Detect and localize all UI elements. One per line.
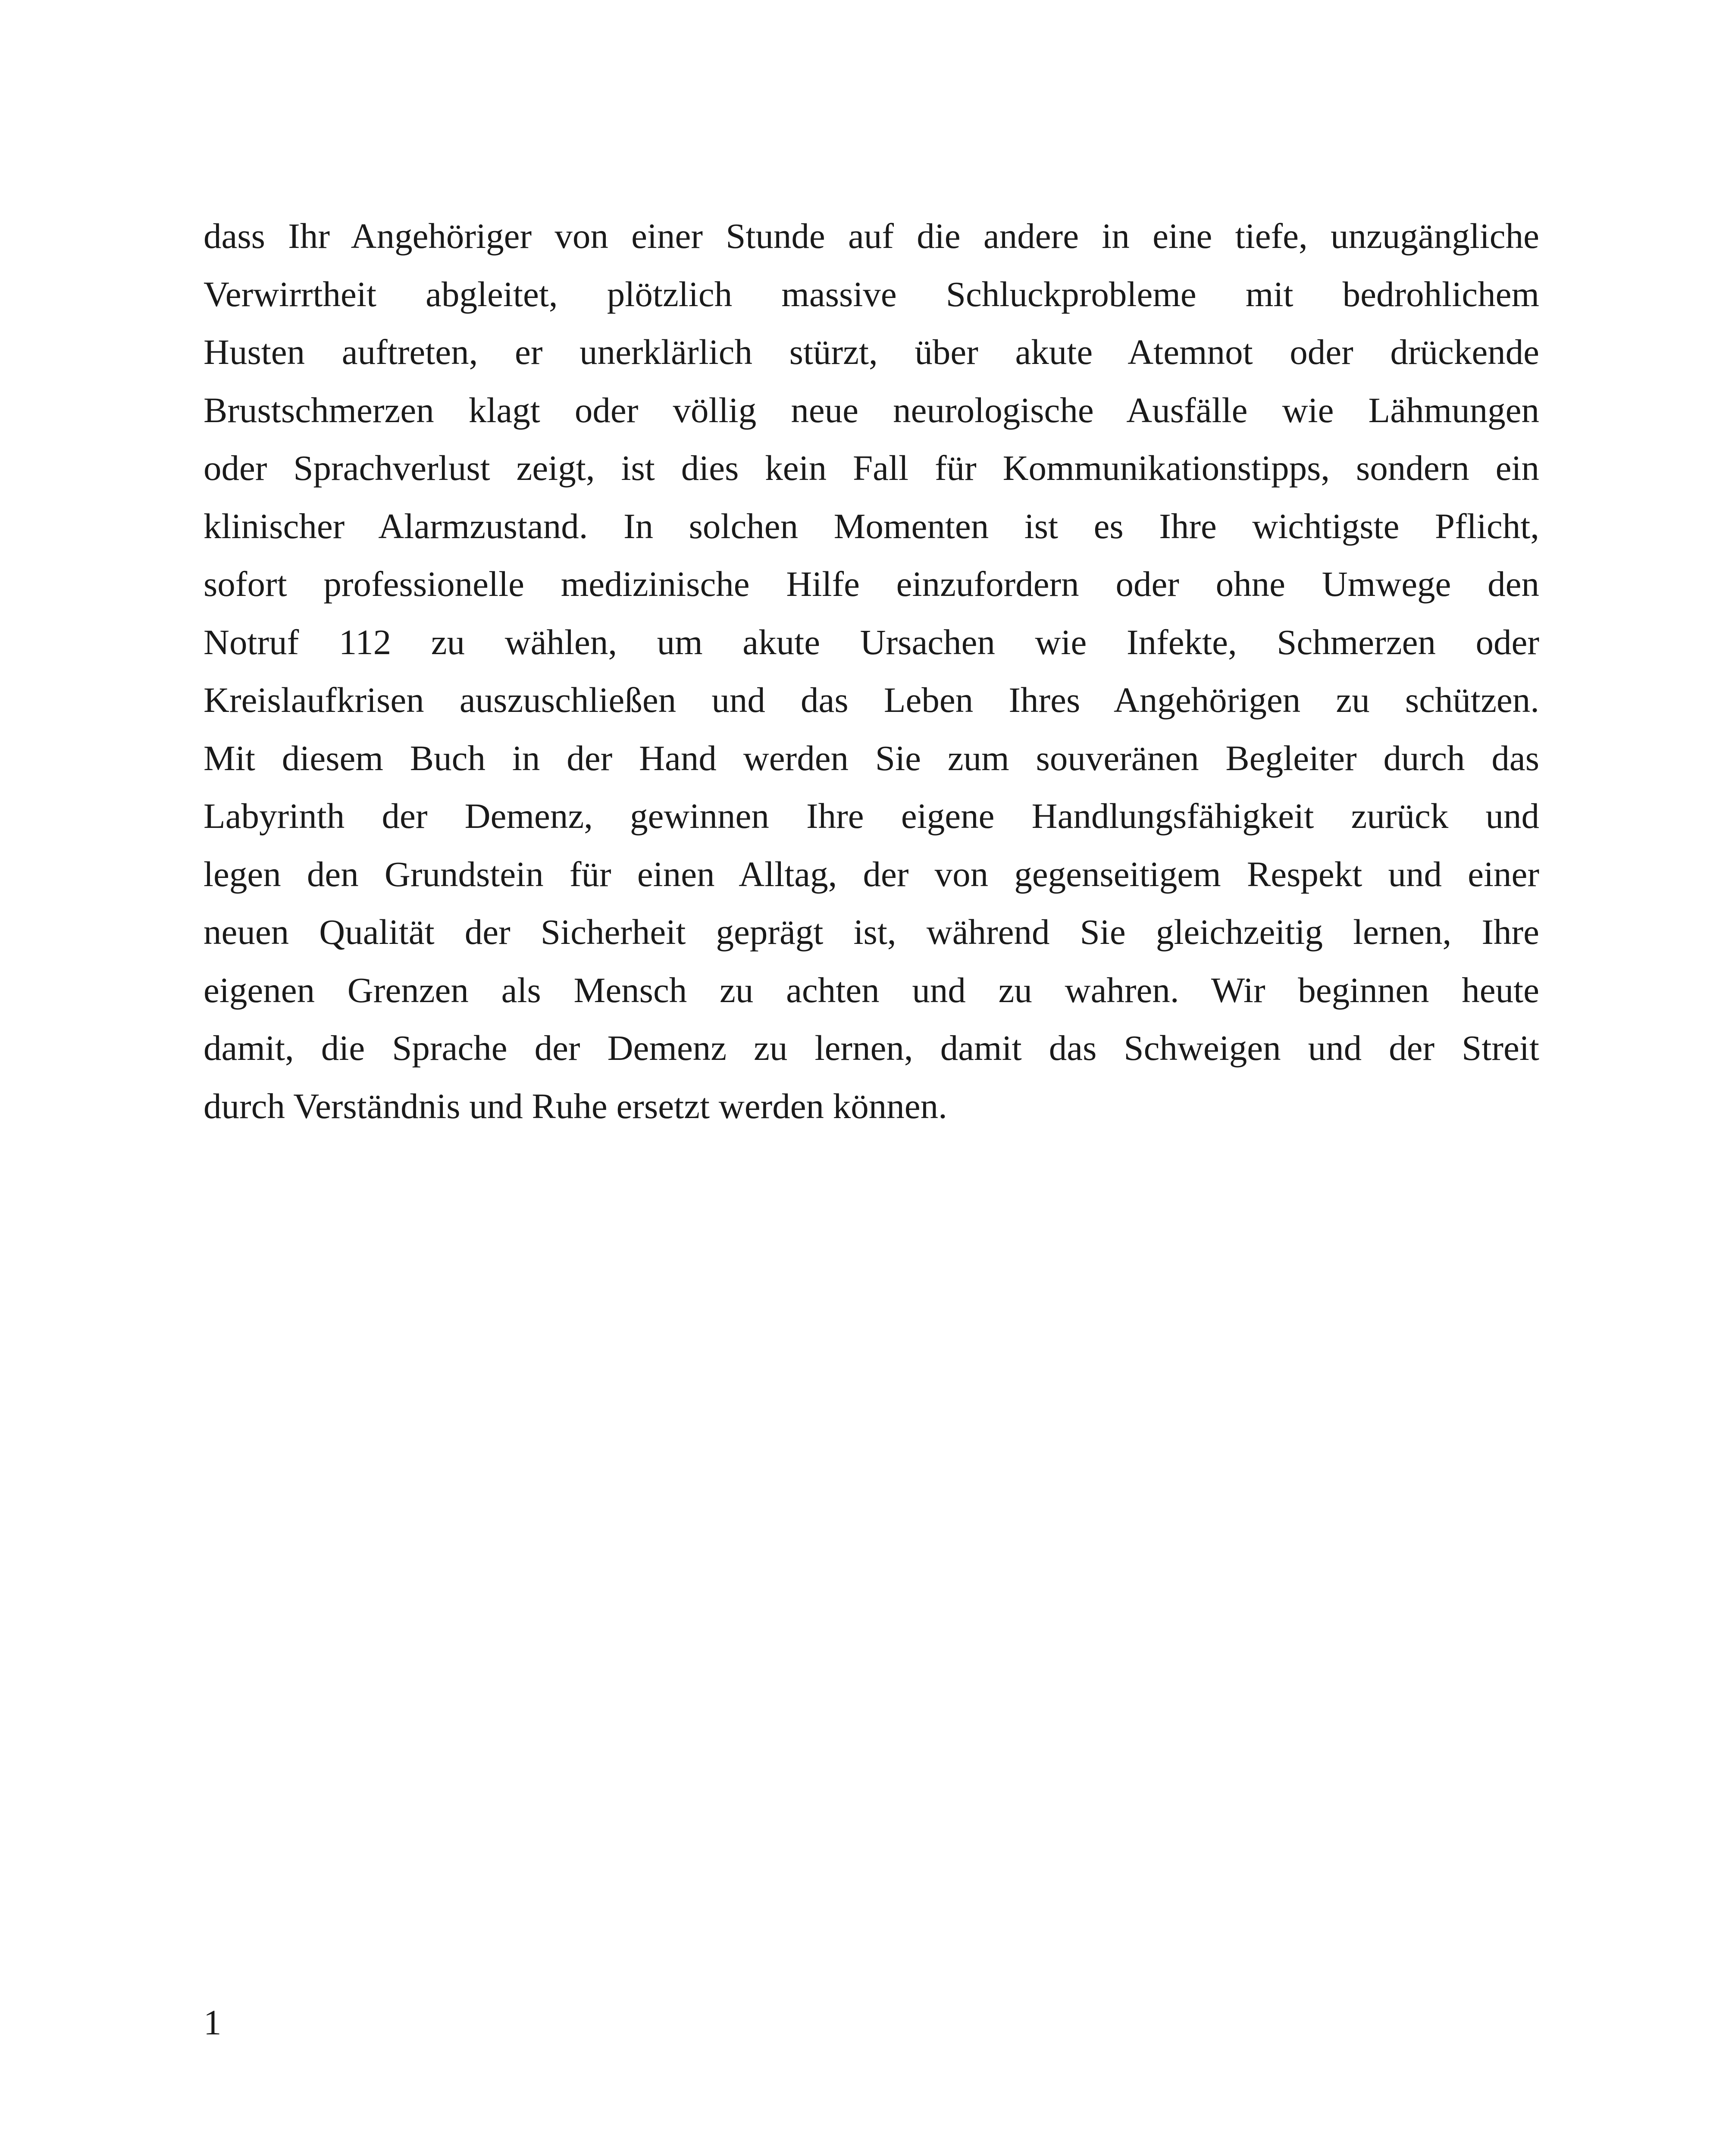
body-paragraph [204, 207, 1539, 1135]
paragraph-line: Husten auftreten, er unerklärlich stürzt, über akute Atemnot oder drückende [204, 332, 1539, 372]
paragraph-line: Brustschmerzen klagt oder völlig neue neurologische Ausfälle wie Lähmungen [204, 390, 1539, 430]
paragraph-line: Verwirrtheit abgleitet, plötzlich massive Schluckprobleme mit bedrohlichem [204, 274, 1539, 314]
paragraph-line: Notruf 112 zu wählen, um akute Ursachen wie Infekte, Schmerzen oder [204, 622, 1539, 662]
paragraph-line: sofort professionelle medizinische Hilfe einzufordern oder ohne Umwege den [204, 564, 1539, 604]
paragraph-line: eigenen Grenzen als Mensch zu achten und zu wahren. Wir beginnen heute [204, 970, 1539, 1010]
paragraph-line: durch Verständnis und Ruhe ersetzt werden können. [204, 1086, 947, 1126]
paragraph-line: klinischer Alarmzustand. In solchen Momenten ist es Ihre wichtigste Pflicht, [204, 506, 1539, 546]
paragraph-line: oder Sprachverlust zeigt, ist dies kein Fall für Kommunikationstipps, sondern ein [204, 448, 1539, 488]
paragraph-line: neuen Qualität der Sicherheit geprägt ist, während Sie gleichzeitig lernen, Ihre [204, 912, 1539, 952]
paragraph-line: damit, die Sprache der Demenz zu lernen, damit das Schweigen und der Streit [204, 1028, 1539, 1068]
paragraph-line: Mit diesem Buch in der Hand werden Sie zum souveränen Begleiter durch das [204, 738, 1539, 778]
page-number: 1 [204, 2002, 222, 2042]
paragraph-line: dass Ihr Angehöriger von einer Stunde auf die andere in eine tiefe, unzugängliche [204, 216, 1539, 256]
paragraph-line: legen den Grundstein für einen Alltag, der von gegenseitigem Respekt und einer [204, 854, 1539, 894]
paragraph-line: Kreislaufkrisen auszuschließen und das Leben Ihres Angehörigen zu schützen. [204, 680, 1539, 720]
paragraph-line: Labyrinth der Demenz, gewinnen Ihre eigene Handlungsfähigkeit zurück und [204, 796, 1539, 836]
